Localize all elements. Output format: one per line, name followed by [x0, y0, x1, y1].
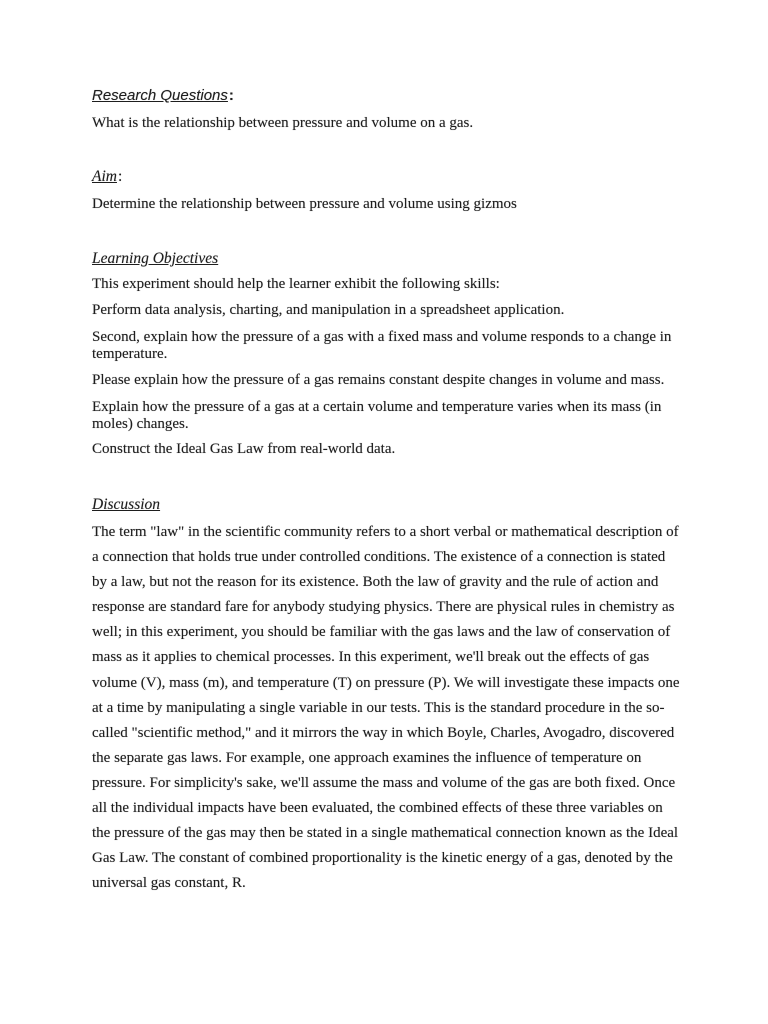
- research-questions-heading: [92, 87, 682, 104]
- objective-item: Perform data analysis, charting, and manipulation in a spreadsheet application.: [92, 302, 565, 318]
- objective-item: Second, explain how the pressure of a gas with a fixed mass and volume responds to a change in temperature.: [92, 329, 672, 362]
- aim-heading-colon: :: [117, 168, 123, 185]
- discussion-heading-text: Discussion: [92, 496, 161, 513]
- discussion-heading: [92, 496, 682, 513]
- learning-objectives-intro: This experiment should help the learner exhibit the following skills:: [92, 276, 500, 292]
- research-questions-heading-text: Research Questions: [92, 87, 228, 104]
- aim-heading-text: Aim: [92, 168, 117, 185]
- learning-objectives-heading-text: Learning Objectives: [92, 250, 219, 267]
- learning-objectives-heading: [92, 250, 682, 267]
- objective-item: Please explain how the pressure of a gas remains constant despite changes in volume and mass.: [92, 372, 665, 388]
- objective-item: Construct the Ideal Gas Law from real-world data.: [92, 441, 396, 457]
- aim-heading: [92, 168, 682, 185]
- discussion-paragraph: The term "law" in the scientific community refers to a short verbal or mathematical description of a connection that holds true under controlled conditions. The existence of a connection is stated by a law, but not the reason for its existence. Both the law of gravity and the rule of action and response are standard fare for anybody studying physics. There are physical rules in chemistry as well; in this experiment, you should be familiar with the gas laws and the law of conservation of mass as it applies to chemical processes. In this experiment, we'll break out the effects of gas volume (V), mass (m), and temperature (T) on pressure (P). We will investigate these impacts one at a time by manipulating a single variable in our tests. This is the standard procedure in the so-called "scientific method," and it mirrors the way in which Boyle, Charles, Avogadro, discovered the separate gas laws. For example, one approach examines the influence of temperature on pressure. For simplicity's sake, we'll assume the mass and volume of the gas are both fixed. Once all the individual impacts have been evaluated, the combined effects of these three variables on the pressure of the gas may then be stated in a single mathematical connection known as the Ideal Gas Law. The constant of combined proportionality is the kinetic energy of a gas, denoted by the universal gas constant, R.: [92, 524, 680, 892]
- aim-text: Determine the relationship between pressure and volume using gizmos: [92, 196, 517, 212]
- research-question-text: What is the relationship between pressure and volume on a gas.: [92, 115, 474, 131]
- research-questions-heading-colon: :: [228, 87, 234, 104]
- objective-item: Explain how the pressure of a gas at a certain volume and temperature varies when its mass (in moles) changes.: [92, 399, 662, 432]
